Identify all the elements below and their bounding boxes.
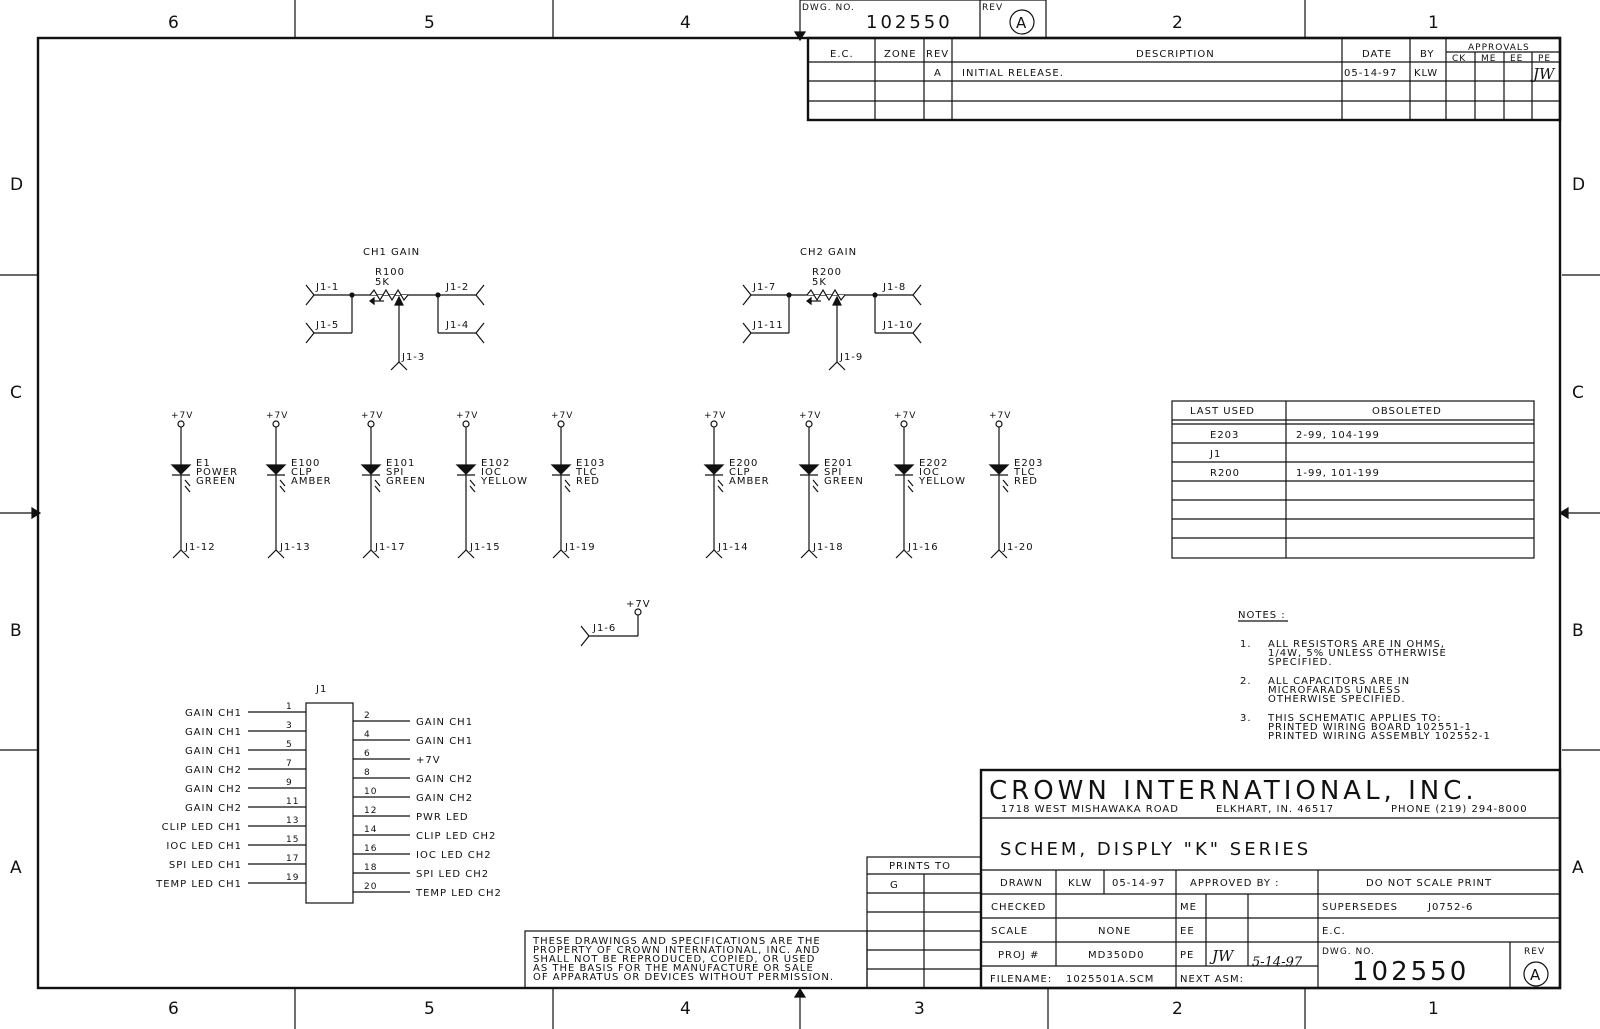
pin-number: 15 [286, 835, 300, 845]
connector-pin-left [185, 740, 306, 757]
prints-to-label: PRINTS TO [889, 861, 952, 872]
top-dwg-block [800, 0, 1046, 38]
last-used-cell: E203 [1210, 430, 1240, 441]
rev-hdr-description: DESCRIPTION [1136, 49, 1215, 60]
supply-label: +7V [704, 411, 727, 421]
gain-title: CH2 GAIN [800, 247, 858, 258]
pin-number: 7 [286, 759, 293, 769]
company-name: CROWN INTERNATIONAL, INC. [989, 776, 1478, 806]
led-symbol [800, 465, 818, 474]
pin-signal: IOC LED CH1 [166, 841, 242, 852]
zone-col-label: 1 [1428, 13, 1439, 33]
led-function: POWER [196, 467, 239, 478]
connector-pin-right [353, 806, 469, 823]
pin-number: 10 [364, 787, 378, 797]
disclaimer-box [525, 931, 867, 988]
connector-pin-left [169, 854, 306, 871]
pin-label: J1-12 [185, 542, 216, 553]
pin-number: 3 [286, 721, 293, 731]
supply-label: +7V [551, 411, 574, 421]
zone-col-label: 5 [424, 999, 435, 1019]
pot-ref: R200 [812, 267, 843, 278]
rev-hdr-zone: ZONE [884, 49, 917, 60]
rev-hdr-rev: REV [926, 49, 950, 60]
rev-row-rev: A [934, 68, 942, 79]
led-e102 [456, 411, 528, 558]
pin-signal: GAIN CH2 [184, 803, 242, 814]
j1-6-supply [581, 599, 651, 646]
disclaimer-line: AS THE BASIS FOR THE MANUFACTURE OR SALE [533, 963, 814, 974]
notes-title: NOTES : [1238, 610, 1286, 621]
led-color: GREEN [196, 476, 236, 487]
scale-value: NONE [1098, 926, 1132, 937]
connector-pin-right [353, 749, 441, 766]
zone-col-label: 2 [1172, 999, 1183, 1019]
pin-number: 12 [364, 806, 378, 816]
prints-to-block [867, 857, 981, 988]
drawn-by: KLW [1068, 878, 1093, 889]
led-e101 [361, 411, 426, 558]
led-group [171, 411, 1043, 558]
connector-pin-right [353, 863, 489, 880]
pin-number: 13 [286, 816, 300, 826]
rev-row-date: 05-14-97 [1344, 68, 1398, 79]
pot-left-top: J1-1 [316, 282, 340, 293]
zone-col-label: 6 [168, 13, 179, 33]
zone-row-label: D [1572, 175, 1586, 195]
pin-signal: GAIN CH2 [184, 784, 242, 795]
note-line: ALL RESISTORS ARE IN OHMS, [1268, 639, 1445, 650]
rev-hdr-ee: EE [1510, 54, 1524, 64]
led-symbol [552, 465, 570, 474]
last-used-hdr: LAST USED [1190, 406, 1255, 417]
pin-label: J1-20 [1003, 542, 1034, 553]
pot-left-bot: J1-11 [753, 320, 784, 331]
obsoleted-cell: 1-99, 101-199 [1296, 468, 1380, 479]
rev-hdr-approvals: APPROVALS [1468, 43, 1530, 53]
led-function: TLC [576, 467, 598, 478]
rev-hdr-by: BY [1420, 49, 1435, 60]
pin-label: J1-18 [813, 542, 844, 553]
zone-col-label: 4 [680, 13, 691, 33]
pin-label: J1-16 [908, 542, 939, 553]
led-e200 [704, 411, 770, 558]
zone-row-label: A [1572, 858, 1584, 878]
dwg-no: 102550 [866, 12, 953, 33]
drawn-label: DRAWN [1000, 878, 1043, 889]
pe-initials: JW [1212, 947, 1234, 965]
ch2-gain-pot [743, 247, 921, 370]
pin-signal: GAIN CH1 [416, 736, 474, 747]
connector-name: J1 [316, 684, 328, 695]
proj-value: MD350D0 [1088, 950, 1145, 961]
connector-pin-left [166, 835, 306, 852]
led-symbol [457, 465, 475, 474]
led-color: GREEN [824, 476, 864, 487]
note-line: SPECIFIED. [1268, 657, 1333, 668]
led-color: GREEN [386, 476, 426, 487]
drawn-date: 05-14-97 [1112, 878, 1166, 889]
led-symbol [895, 465, 913, 474]
last-used-table [1172, 401, 1534, 558]
connector-pin-left [162, 816, 306, 833]
led-e202 [894, 411, 966, 558]
filename-value: 1025501A.SCM [1066, 974, 1155, 985]
pin-label: J1-17 [375, 542, 406, 553]
company-phone: PHONE (219) 294-8000 [1391, 804, 1528, 815]
pe-label: PE [1180, 950, 1195, 961]
connector-pin-left [185, 778, 306, 795]
pin-signal: SPI LED CH1 [168, 860, 242, 871]
disclaimer-line: SHALL NOT BE REPRODUCED, COPIED, OR USED [533, 954, 816, 965]
led-function: IOC [919, 467, 940, 478]
pin-label: J1-14 [718, 542, 749, 553]
zone-row-label: C [1572, 383, 1584, 403]
pin-number: 4 [364, 730, 371, 740]
connector-pin-left [185, 721, 306, 738]
led-function: TLC [1014, 467, 1036, 478]
pin-number: 16 [364, 844, 378, 854]
obsoleted-hdr: OBSOLETED [1372, 406, 1442, 417]
pin-label: J1-15 [470, 542, 501, 553]
zone-col-label: 1 [1428, 999, 1439, 1019]
led-function: SPI [824, 467, 843, 478]
rev-label: REV [982, 3, 1004, 13]
note-line: PRINTED WIRING BOARD 102551-1 [1268, 722, 1473, 733]
pot-ref: R100 [375, 267, 406, 278]
company-city: ELKHART, IN. 46517 [1216, 804, 1335, 815]
connector-pin-left [185, 759, 306, 776]
rev-hdr-pe: PE [1538, 54, 1552, 64]
pin-signal: GAIN CH2 [184, 765, 242, 776]
zone-row-label: B [1572, 621, 1584, 641]
led-e103 [551, 411, 605, 558]
company-address: 1718 WEST MISHAWAKA ROAD [1001, 804, 1179, 815]
led-color: RED [1014, 476, 1038, 487]
pin-number: 9 [286, 778, 293, 788]
zone-col-label: 4 [680, 999, 691, 1019]
next-asm-label: NEXT ASM: [1180, 974, 1244, 985]
pot-wiper-pin: J1-3 [402, 352, 426, 363]
ec-label: E.C. [1322, 926, 1346, 937]
supply-label: +7V [361, 411, 384, 421]
do-not-scale: DO NOT SCALE PRINT [1366, 878, 1493, 889]
pot-value: 5K [375, 277, 390, 288]
connector-pin-right [353, 768, 473, 785]
note-num: 1. [1240, 639, 1252, 650]
pin-label: J1-13 [280, 542, 311, 553]
filename-label: FILENAME: [990, 974, 1053, 985]
pin-number: 1 [286, 702, 293, 712]
led-ref: E103 [576, 458, 606, 469]
zone-col-label: 2 [1172, 13, 1183, 33]
led-function: CLP [291, 467, 313, 478]
pin-label: J1-6 [593, 623, 617, 634]
pin-signal: IOC LED CH2 [416, 850, 492, 861]
note-line: THIS SCHEMATIC APPLIES TO: [1268, 713, 1442, 724]
rev-value: A [1530, 966, 1541, 984]
pin-signal: GAIN CH1 [184, 708, 242, 719]
led-function: CLP [729, 467, 751, 478]
zone-col-label: 5 [424, 13, 435, 33]
pin-signal: GAIN CH1 [184, 727, 242, 738]
pot-value: 5K [812, 277, 827, 288]
connector-pin-right [353, 844, 492, 861]
connector-pin-right [353, 730, 473, 747]
led-color: YELLOW [481, 476, 528, 487]
me-label: ME [1180, 902, 1197, 913]
rev-row-pe-initials: JW [1533, 65, 1555, 83]
checked-label: CHECKED [991, 902, 1047, 913]
pin-number: 5 [286, 740, 293, 750]
zone-row-label: B [10, 621, 22, 641]
disclaimer-line: PROPERTY OF CROWN INTERNATIONAL, INC. AND [533, 945, 821, 956]
led-color: RED [576, 476, 600, 487]
pot-left-bot: J1-5 [316, 320, 340, 331]
prints-to-value: G [890, 880, 899, 891]
supply-label: +7V [456, 411, 479, 421]
connector-pin-left [155, 873, 306, 890]
pin-signal: CLIP LED CH1 [161, 822, 242, 833]
led-function: IOC [481, 467, 502, 478]
pot-right-top: J1-8 [883, 282, 907, 293]
pin-number: 8 [364, 768, 371, 778]
led-symbol [362, 465, 380, 474]
zone-row-label: C [10, 383, 22, 403]
dwg-no-label: DWG. NO. [1322, 947, 1375, 957]
rev-value: A [1016, 14, 1027, 32]
supply-label: +7V [989, 411, 1012, 421]
supply-label: +7V [894, 411, 917, 421]
supersedes-label: SUPERSEDES [1322, 902, 1398, 913]
connector-pin-left [185, 702, 306, 719]
pin-signal: GAIN CH2 [416, 793, 474, 804]
led-ref: E201 [824, 458, 854, 469]
connector-pin-right [353, 787, 473, 804]
led-e203 [989, 411, 1043, 558]
supply-label: +7V [171, 411, 194, 421]
scale-label: SCALE [991, 926, 1029, 937]
connector-pin-right [353, 825, 496, 842]
pin-signal: CLIP LED CH2 [416, 831, 497, 842]
led-ref: E202 [919, 458, 949, 469]
led-symbol [172, 465, 190, 474]
pin-signal: GAIN CH1 [184, 746, 242, 757]
led-symbol [990, 465, 1008, 474]
rev-row-by: KLW [1414, 68, 1439, 79]
pin-number: 11 [286, 797, 300, 807]
supply-label: +7V [626, 599, 651, 610]
pin-signal: GAIN CH2 [416, 774, 474, 785]
pin-label: J1-19 [565, 542, 596, 553]
pe-date: 5-14-97 [1252, 955, 1303, 970]
pot-right-top: J1-2 [446, 282, 470, 293]
obsoleted-cell: 2-99, 104-199 [1296, 430, 1380, 441]
led-e1 [171, 411, 238, 558]
revision-table [808, 38, 1560, 120]
led-symbol [267, 465, 285, 474]
pin-signal: TEMP LED CH2 [416, 888, 502, 899]
pin-signal: TEMP LED CH1 [156, 879, 242, 890]
pot-wiper-pin: J1-9 [840, 352, 864, 363]
connector-pin-right [353, 882, 502, 899]
pot-left-top: J1-7 [753, 282, 777, 293]
last-used-cell: R200 [1210, 468, 1241, 479]
note-num: 3. [1240, 713, 1252, 724]
connector-pin-right [353, 711, 473, 728]
zone-col-label: 3 [914, 999, 925, 1019]
led-e100 [266, 411, 332, 558]
drawing-title: SCHEM, DISPLY "K" SERIES [1000, 839, 1312, 860]
note-line: MICROFARADS UNLESS [1268, 685, 1402, 696]
last-used-cell: J1 [1210, 449, 1222, 460]
note-line: PRINTED WIRING ASSEMBLY 102552-1 [1268, 731, 1491, 742]
led-ref: E100 [291, 458, 321, 469]
pot-right-bot: J1-10 [883, 320, 914, 331]
connector-j1 [155, 684, 502, 903]
disclaimer-line: OF APPARATUS OR DEVICES WITHOUT PERMISSION. [533, 972, 835, 983]
title-block [981, 770, 1560, 988]
led-color: AMBER [729, 476, 770, 487]
supersedes-value: J0752-6 [1428, 902, 1474, 913]
led-e201 [799, 411, 864, 558]
led-ref: E101 [386, 458, 416, 469]
rev-hdr-me: ME [1481, 54, 1497, 64]
pin-signal: PWR LED [416, 812, 469, 823]
led-ref: E200 [729, 458, 759, 469]
connector-pin-left [185, 797, 306, 814]
note-line: OTHERWISE SPECIFIED. [1268, 694, 1406, 705]
rev-hdr-ec: E.C. [830, 49, 854, 60]
supply-label: +7V [266, 411, 289, 421]
dwg-no-label: DWG. NO. [802, 3, 855, 13]
rev-row-description: INITIAL RELEASE. [962, 68, 1064, 79]
led-function: SPI [386, 467, 405, 478]
led-color: YELLOW [919, 476, 966, 487]
rev-hdr-ck: CK [1452, 54, 1467, 64]
pin-number: 20 [364, 882, 378, 892]
led-symbol [705, 465, 723, 474]
pin-number: 14 [364, 825, 378, 835]
pin-signal: GAIN CH1 [416, 717, 474, 728]
zone-row-label: A [10, 858, 22, 878]
note-line: 1/4W, 5% UNLESS OTHERWISE [1268, 648, 1447, 659]
proj-label: PROJ # [998, 950, 1040, 961]
pin-number: 6 [364, 749, 371, 759]
approved-label: APPROVED BY : [1190, 878, 1280, 889]
pin-signal: +7V [416, 755, 441, 766]
note-line: ALL CAPACITORS ARE IN [1268, 676, 1411, 687]
led-color: AMBER [291, 476, 332, 487]
ch1-gain-pot [306, 247, 484, 370]
disclaimer-line: THESE DRAWINGS AND SPECIFICATIONS ARE THE [533, 936, 821, 947]
led-ref: E1 [196, 458, 211, 469]
ee-label: EE [1180, 926, 1195, 937]
rev-label: REV [1524, 947, 1546, 957]
pin-number: 19 [286, 873, 300, 883]
pin-number: 17 [286, 854, 300, 864]
gain-title: CH1 GAIN [363, 247, 421, 258]
zone-col-label: 6 [168, 999, 179, 1019]
notes [1238, 610, 1491, 742]
dwg-no: 102550 [1352, 957, 1470, 987]
zone-row-label: D [10, 175, 24, 195]
led-ref: E102 [481, 458, 511, 469]
pin-signal: SPI LED CH2 [416, 869, 490, 880]
pin-number: 2 [364, 711, 371, 721]
supply-label: +7V [799, 411, 822, 421]
pot-right-bot: J1-4 [446, 320, 470, 331]
led-ref: E203 [1014, 458, 1044, 469]
pin-number: 18 [364, 863, 378, 873]
rev-hdr-date: DATE [1362, 49, 1393, 60]
note-num: 2. [1240, 676, 1252, 687]
